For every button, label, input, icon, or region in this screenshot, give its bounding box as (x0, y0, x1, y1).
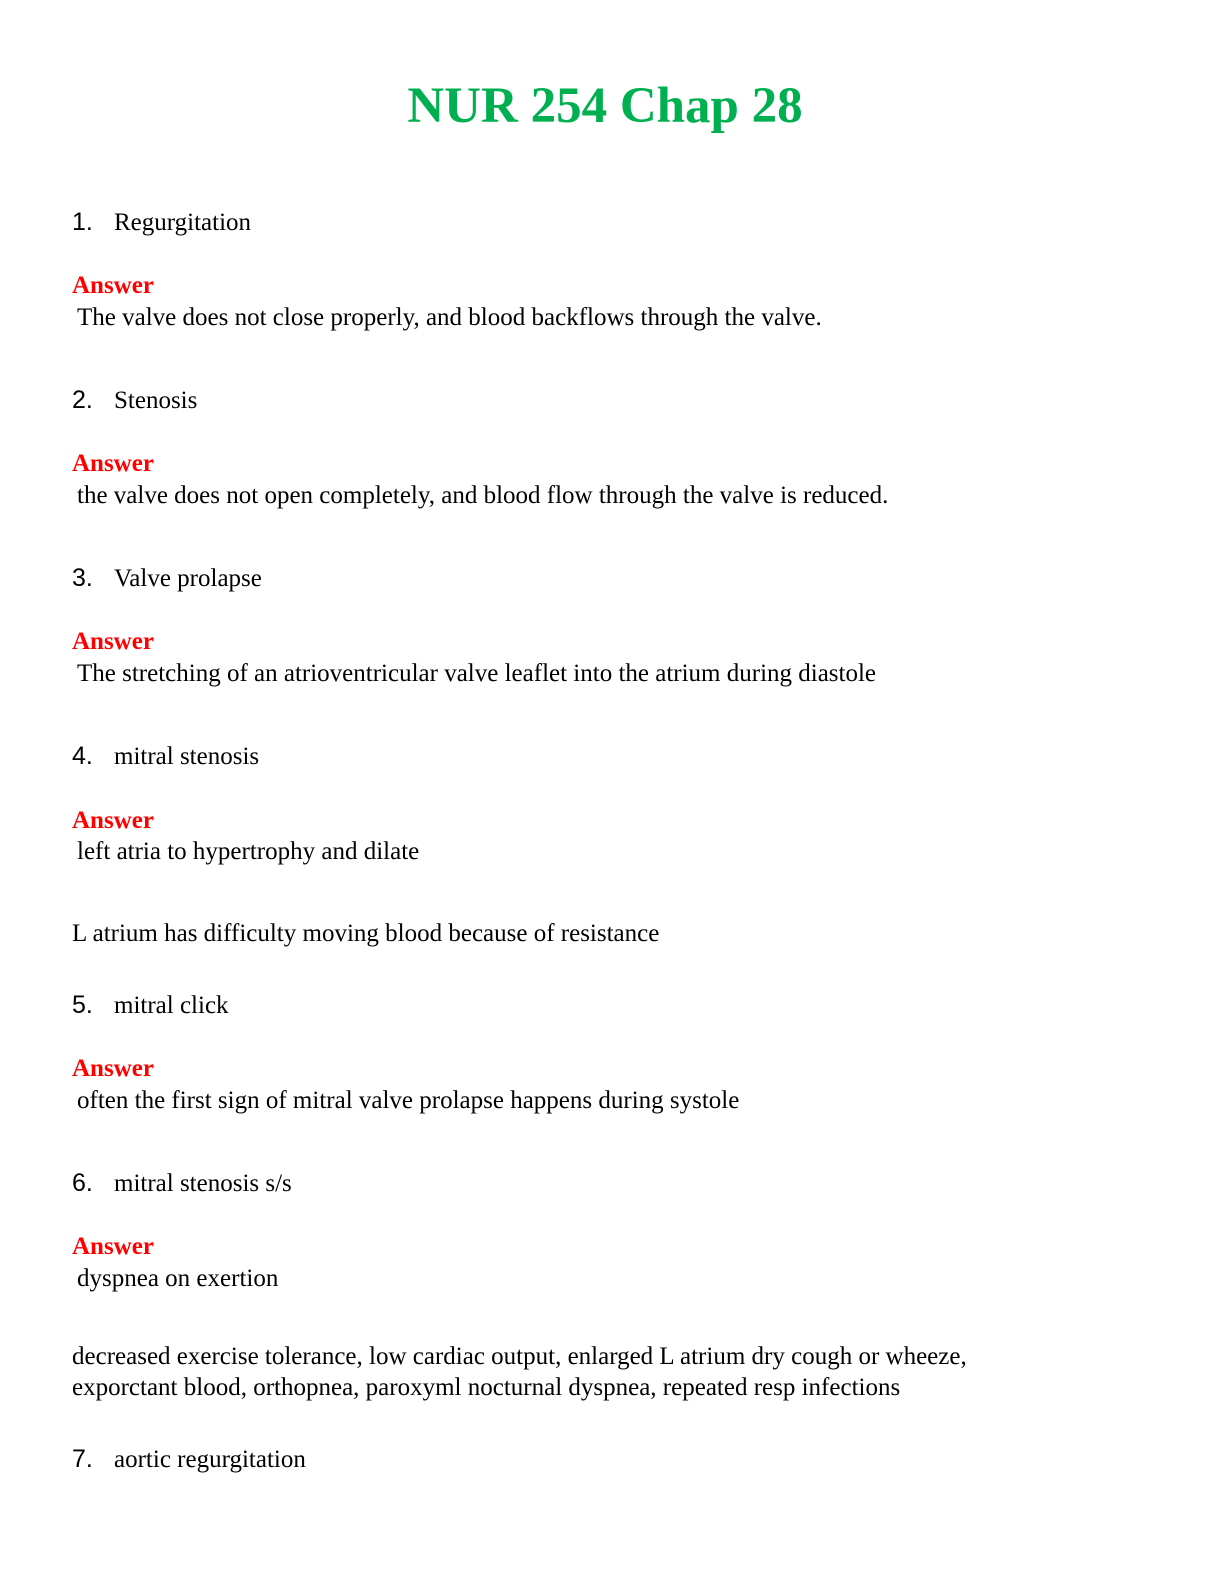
answer-text: The stretching of an atrioventricular valve leaflet into the atrium during diastole (77, 660, 877, 687)
question-term: Valve prolapse (114, 565, 262, 592)
question-number: 1. (72, 208, 93, 236)
answer-text: The valve does not close properly, and blood backflows through the valve. (77, 304, 822, 331)
answer-extra-line: L atrium has difficulty moving blood because of resistance (72, 920, 660, 947)
answer-label: Answer (72, 1055, 154, 1082)
question-term: mitral stenosis s/s (114, 1170, 292, 1197)
question-1 (72, 206, 251, 239)
answer-extra-line: exporctant blood, orthopnea, paroxyml nocturnal dyspnea, repeated resp infections (72, 1374, 901, 1401)
question-2 (72, 384, 197, 417)
question-number: 4. (72, 742, 93, 770)
answer-label: Answer (72, 1233, 154, 1260)
question-number: 7. (72, 1445, 93, 1473)
answer-label: Answer (72, 450, 154, 477)
question-number: 5. (72, 991, 93, 1019)
answer-label: Answer (72, 628, 154, 655)
answer-text: dyspnea on exertion (77, 1265, 279, 1292)
question-6 (72, 1167, 292, 1200)
question-term: Stenosis (114, 387, 198, 414)
question-term: aortic regurgitation (114, 1446, 306, 1473)
answer-text: often the first sign of mitral valve prolapse happens during systole (77, 1087, 740, 1114)
question-term: Regurgitation (114, 209, 252, 236)
answer-text: the valve does not open completely, and blood flow through the valve is reduced. (77, 482, 889, 509)
question-term: mitral click (114, 992, 229, 1019)
question-7 (72, 1443, 306, 1476)
question-term: mitral stenosis (114, 743, 260, 770)
question-5 (72, 989, 229, 1022)
question-number: 3. (72, 564, 93, 592)
question-number: 6. (72, 1169, 93, 1197)
page-title: NUR 254 Chap 28 (407, 78, 803, 134)
question-3 (72, 562, 262, 595)
answer-label: Answer (72, 272, 154, 299)
question-4 (72, 740, 259, 773)
answer-extra-line: decreased exercise tolerance, low cardiac output, enlarged L atrium dry cough or wheeze, (72, 1343, 967, 1370)
answer-label: Answer (72, 807, 154, 834)
answer-text: left atria to hypertrophy and dilate (77, 838, 420, 865)
question-number: 2. (72, 386, 93, 414)
